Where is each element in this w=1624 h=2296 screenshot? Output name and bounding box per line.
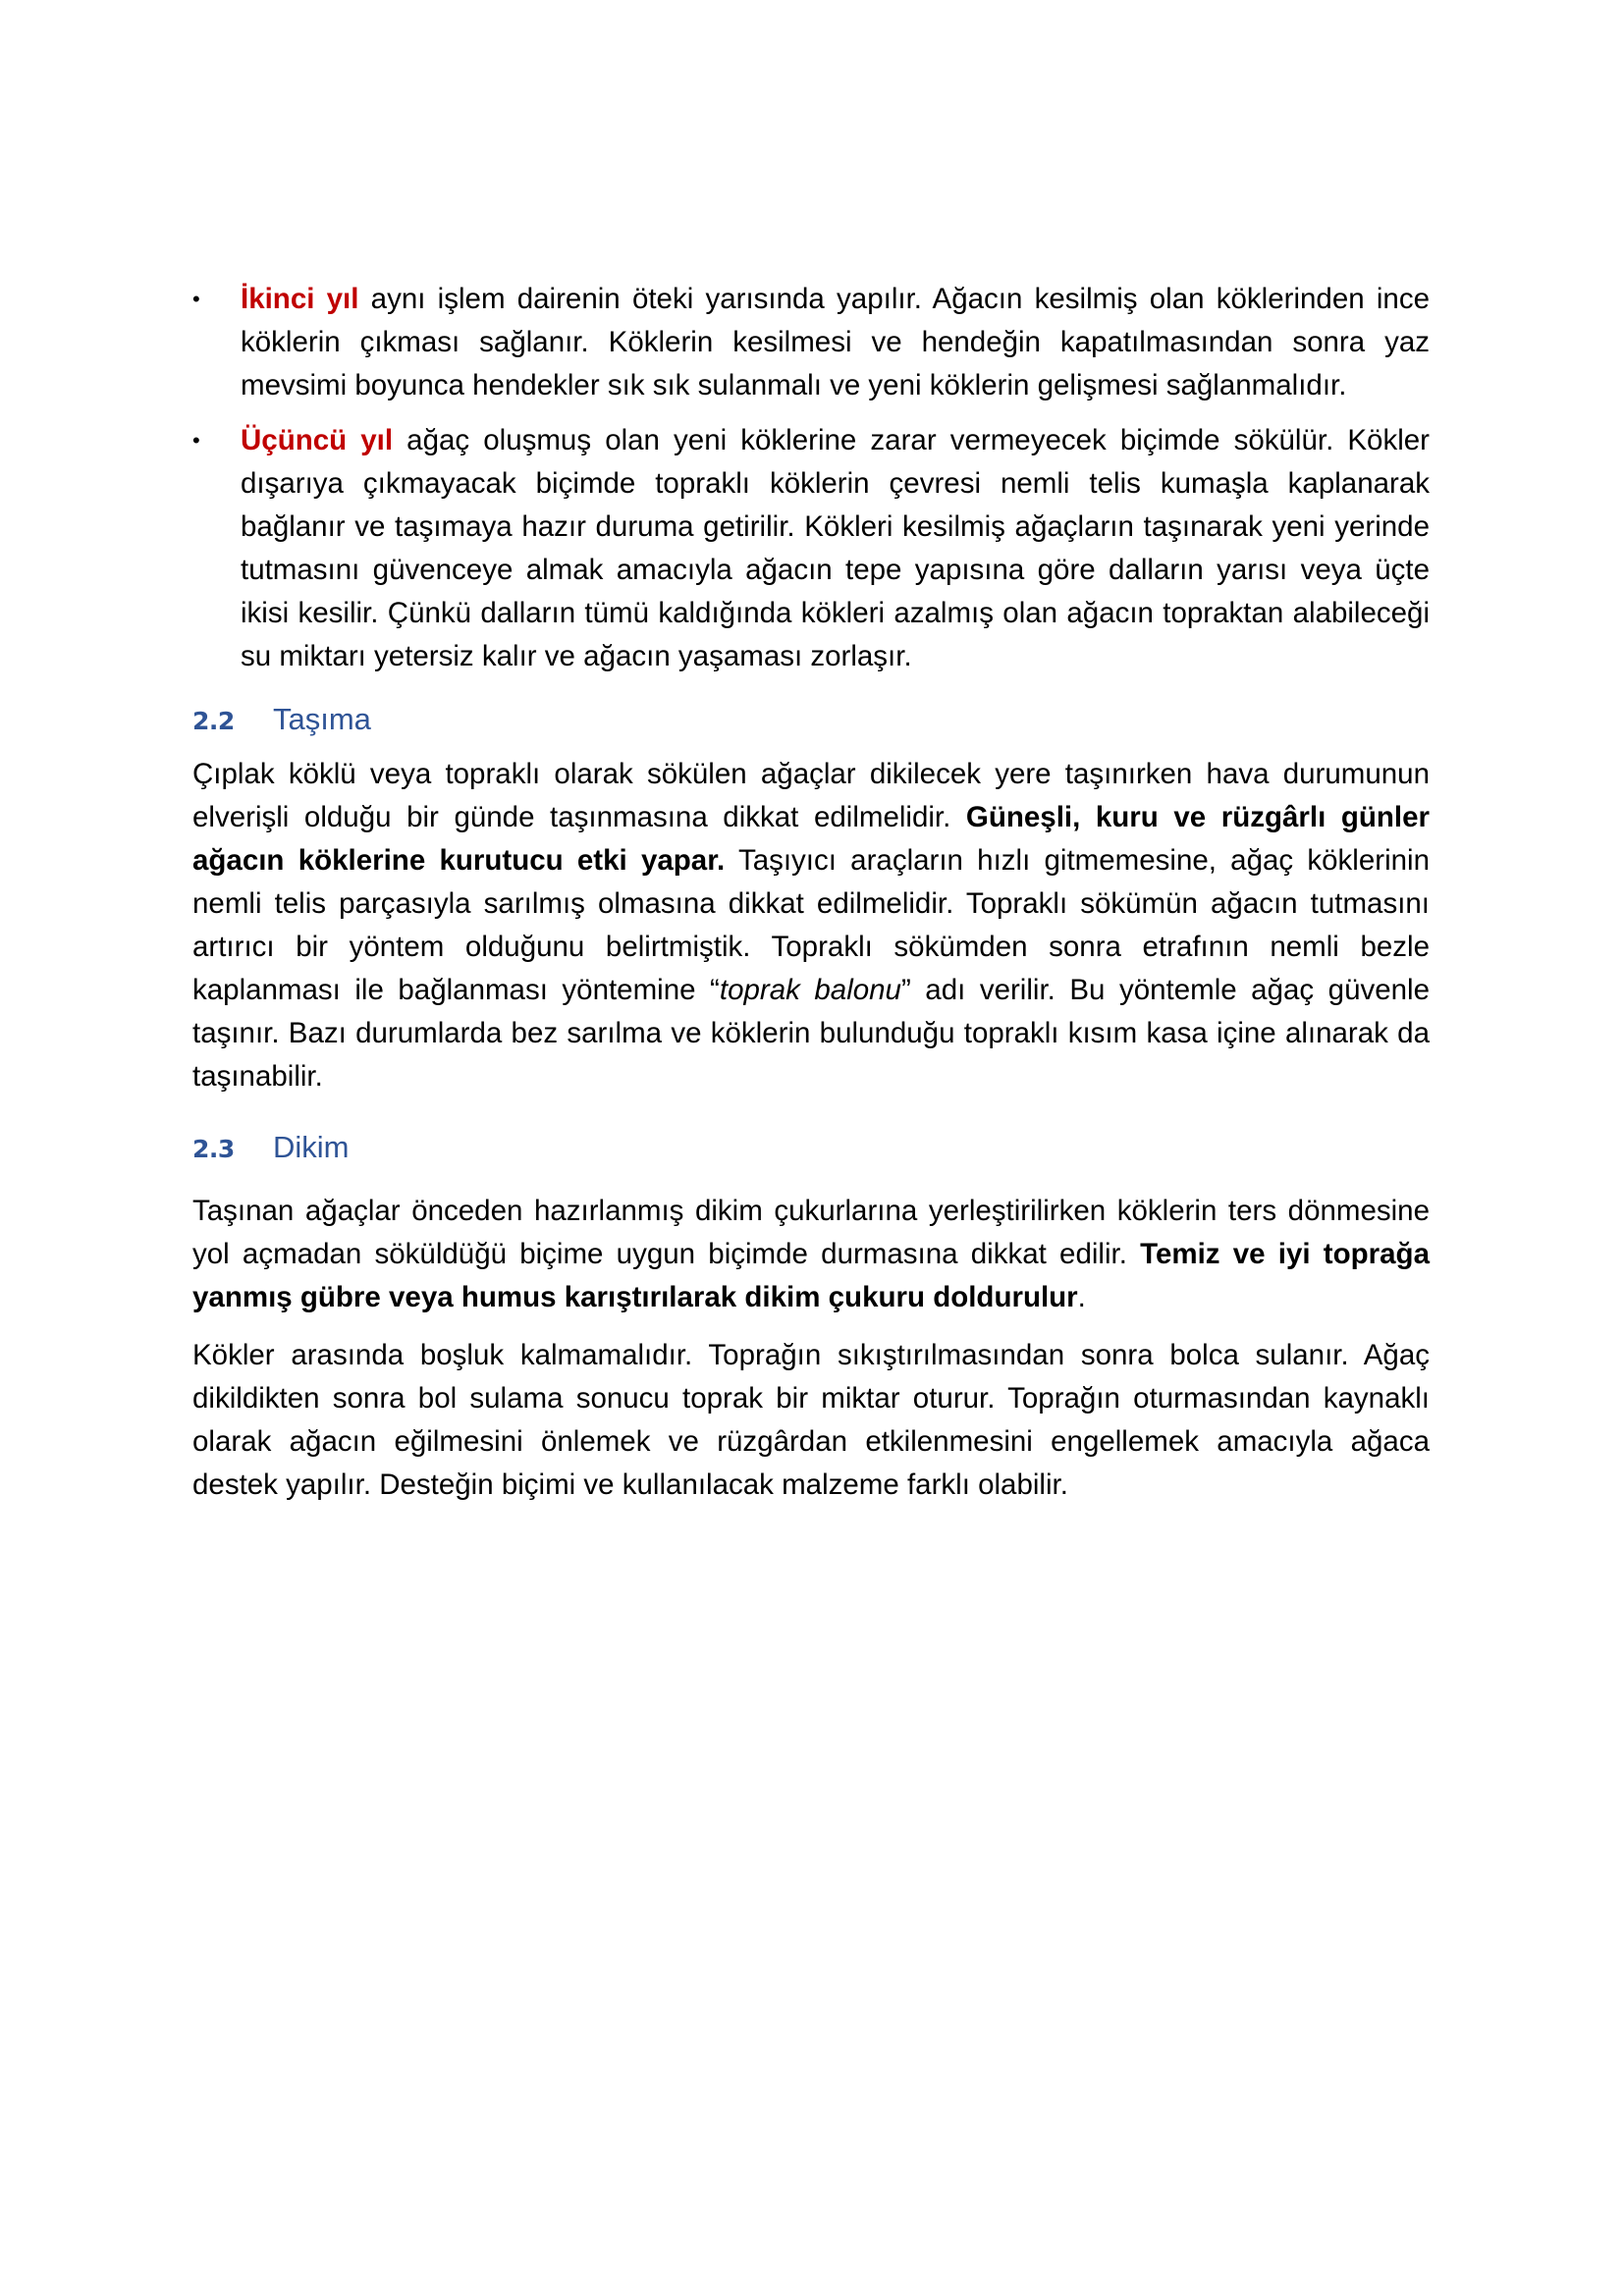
bullet-text: aynı işlem dairenin öteki yarısında yapılır. Ağacın kesilmiş olan köklerinden ince köklerin çıkması sağlanır. Köklerin kesilmesi ve hendeğin kapatılmasından sonra yaz mevsimi boyunca hendekler sık sık sulanmalı ve yeni köklerin gelişmesi sağlanmalıdır. xyxy=(241,283,1430,401)
paragraph-text: . xyxy=(1077,1281,1086,1313)
section-number: 2.2 xyxy=(192,707,235,735)
bold-emphasis: Güneşli, kuru ve rüzgârlı günler ağacın köklerine kurutucu etki yapar. xyxy=(192,801,1430,877)
bullet-label: İkinci yıl xyxy=(241,283,359,315)
close-quote: ” xyxy=(900,974,911,1006)
bold-emphasis: Temiz ve iyi toprağa yanmış gübre veya humus karıştırılarak dikim çukuru doldurulur xyxy=(192,1238,1430,1313)
bullet-item-second-year xyxy=(192,278,1430,407)
section-heading-dikim xyxy=(192,1128,1430,1167)
bullet-text: ağaç oluşmuş olan yeni köklerine zarar vermeyecek biçimde sökülür. Kökler dışarıya çıkmayacak biçimde topraklı köklerin çevresi nemli telis kumaşla kaplanarak bağlanır ve taşımaya hazır duruma getirilir. Kökleri kesilmiş ağaçların taşınarak yeni yerinde tutmasını güvenceye almak amacıyla ağacın tepe yapısına göre dalların yarısı veya üçte ikisi kesilir. Çünkü dalların tümü kaldığında kökleri azalmış olan ağacın topraktan alabileceği su miktarı yetersiz kalır ve ağacın yaşaması zorlaşır. xyxy=(241,424,1430,672)
bullet-list xyxy=(192,278,1430,678)
paragraph-dikim xyxy=(192,1190,1430,1319)
bullet-label: Üçüncü yıl xyxy=(241,424,394,456)
section-number: 2.3 xyxy=(192,1135,235,1163)
open-quote: “ xyxy=(710,974,720,1006)
bullet-icon: • xyxy=(192,287,200,311)
section-title: Dikim xyxy=(273,1130,350,1164)
bullet-item-third-year xyxy=(192,419,1430,678)
paragraph-dikim-support: Kökler arasında boşluk kalmamalıdır. Toprağın sıkıştırılmasından sonra bolca sulanır. Ağaç dikildikten sonra bol sulama sonucu toprak bir miktar oturur. Toprağın oturmasından kaynaklı olarak ağacın eğilmesini önlemek ve rüzgârdan etkilenmesini engellemek amacıyla ağaca destek yapılır. Desteğin biçimi ve kullanılacak malzeme farklı olabilir. xyxy=(192,1339,1430,1501)
italic-term: toprak balonu xyxy=(719,974,901,1006)
paragraph-text: Taşıyıcı araçların hızlı gitmemesine, ağaç köklerinin nemli telis parçasıyla sarılmış olmasına dikkat edilmelidir. Topraklı sökümün ağacın tutmasını artırıcı bir yöntem olduğunu belirtmiştik. Topraklı sökümden sonra etrafının nemli bezle kaplanması ile bağlanması yöntemine xyxy=(192,844,1430,1006)
paragraph-text: Çıplak köklü veya topraklı olarak sökülen ağaçlar dikilecek yere taşınırken hava durumunun elverişli olduğu bir günde taşınmasına dikkat edilmelidir. xyxy=(192,758,1430,833)
paragraph-text: Taşınan ağaçlar önceden hazırlanmış dikim çukurlarına yerleştirilirken köklerin ters dönmesine yol açmadan söküldüğü biçime uygun biçimde durmasına dikkat edilir. xyxy=(192,1195,1430,1270)
bullet-icon: • xyxy=(192,428,200,453)
section-heading-tasima xyxy=(192,700,1430,739)
paragraph-tasima xyxy=(192,753,1430,1098)
section-title: Taşıma xyxy=(273,702,371,736)
paragraph-text: adı verilir. Bu yöntemle ağaç güvenle taşınır. Bazı durumlarda bez sarılma ve köklerin bulunduğu topraklı kısım kasa içine alınarak da taşınabilir. xyxy=(192,974,1430,1093)
document-page xyxy=(192,278,1430,1507)
